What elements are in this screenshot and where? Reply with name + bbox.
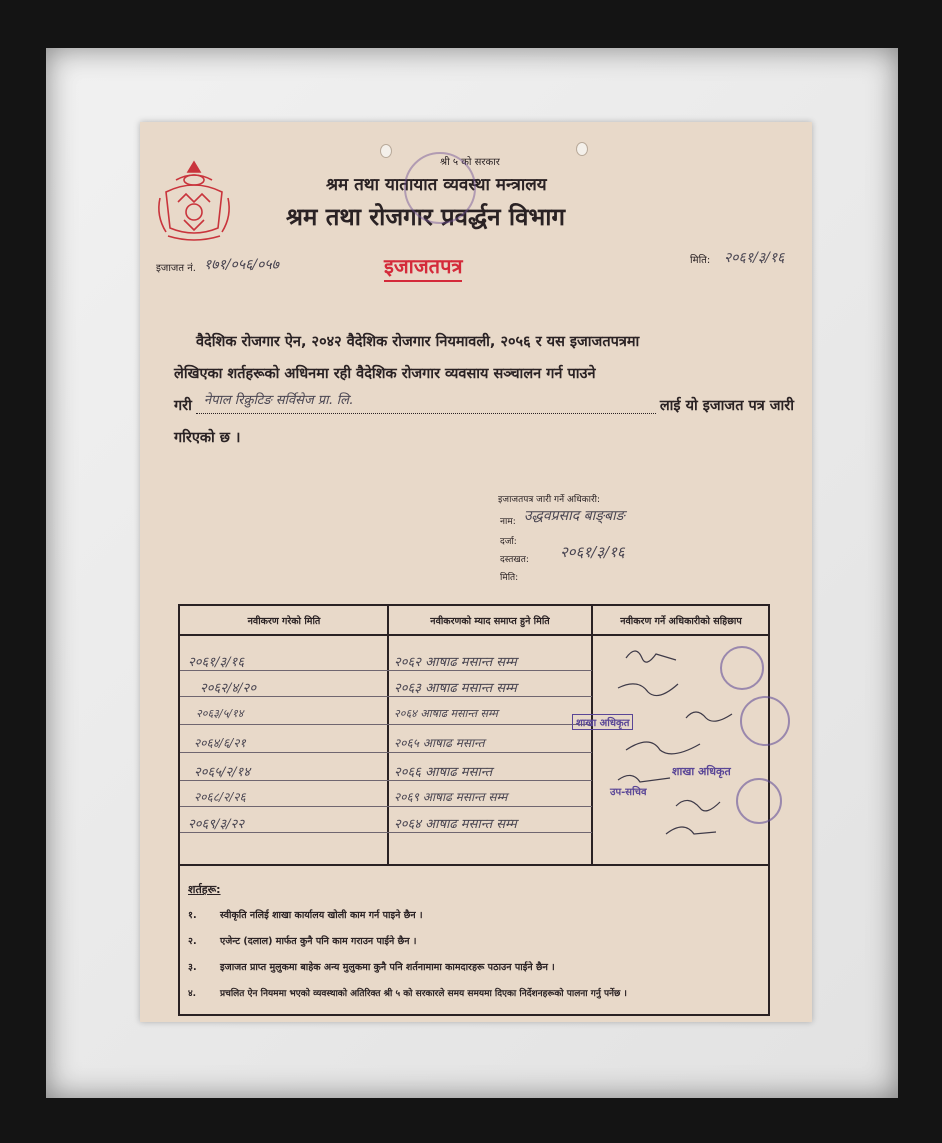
ministry-stamp (404, 152, 476, 224)
renewed-date-2: २०६२/४/२० (200, 681, 257, 696)
renewed-date-7: २०६९/३/२२ (188, 817, 245, 832)
renewed-date-1: २०६१/३/१६ (188, 655, 245, 670)
condition-text: स्वीकृति नलिई शाखा कार्यालय खोली काम गर्न पाइने छैन । (220, 910, 423, 921)
condition-text: प्रचलित ऐन नियममा भएको व्यवस्थाको अतिरिक्त श्री ५ को सरकारले समय समयमा दिएका निर्देशनहरूको पालना गर्नु पर्नेछ । (220, 989, 627, 999)
body-line-1: वैदेशिक रोजगार ऐन, २०४२ वैदेशिक रोजगार नियमावली, २०५६ र यस इजाजतपत्रमा (196, 334, 640, 350)
table-bottom-divider (180, 864, 768, 866)
renewal-table (178, 604, 770, 1016)
national-emblem-icon (154, 158, 234, 244)
renewed-date-4: २०६४/६/२१ (194, 736, 246, 750)
expiry-date-6: २०६९ आषाढ मसान्त सम्म (394, 790, 508, 804)
conditions-heading: शर्तहरू: (188, 883, 221, 896)
row-line (180, 670, 592, 671)
authority-signatures-icon (596, 638, 766, 858)
condition-number: २. (188, 936, 197, 947)
body-line-3-prefix: गरी (174, 398, 192, 414)
condition-3 (188, 960, 555, 973)
renewed-date-6: २०६८/२/२६ (194, 790, 246, 804)
condition-number: १. (188, 910, 197, 921)
permit-number-value: १७१/०५६/०५७ (204, 257, 279, 273)
body-line-2: लेखिएका शर्तहरूको अधिनमा रही वैदेशिक रोजगार व्यवसाय सञ्चालन गर्न पाउने (174, 366, 596, 382)
stamp-section-officer-2: शाखा अधिकृत (672, 765, 731, 778)
column-divider-2 (591, 606, 593, 866)
expiry-date-7: २०६४ आषाढ मसान्त सम्म (394, 817, 517, 832)
row-line (180, 806, 592, 807)
document-title: इजाजतपत्र (384, 252, 462, 282)
condition-1 (188, 908, 423, 921)
authority-date-label: मिति: (500, 573, 519, 583)
expiry-date-2: २०६३ आषाढ मसान्त सम्म (394, 681, 517, 696)
authority-signature-label: दस्तखत: (500, 555, 529, 565)
expiry-date-4: २०६५ आषाढ मसान्त (394, 736, 485, 750)
row-line (180, 696, 592, 697)
column-divider-1 (387, 606, 389, 866)
authority-name-value: उद्धवप्रसाद बाङ्बाङ (524, 508, 625, 524)
punch-hole-left (380, 144, 392, 158)
company-name: नेपाल रिक्रुटिङ सर्विसेज प्रा. लि. (196, 390, 656, 414)
header-divider (180, 634, 768, 636)
authority-rank-label: दर्जा: (500, 537, 517, 547)
department-name: श्रम तथा रोजगार प्रवर्द्धन विभाग (286, 203, 566, 231)
row-line (180, 832, 592, 833)
authority-heading: इजाजतपत्र जारी गर्ने अधिकारी: (498, 495, 601, 505)
condition-number: ३. (188, 962, 197, 973)
expiry-date-3: २०६४ आषाढ मसान्त सम्म (394, 707, 498, 720)
renewed-date-3: २०६३/५/१४ (196, 707, 244, 720)
row-line (180, 752, 592, 753)
permit-document (140, 122, 812, 1022)
header-authority-stamp: नवीकरण गर्ने अधिकारीको सहिछाप (620, 615, 742, 627)
authority-name-label: नाम: (500, 517, 516, 527)
header-expiry-date: नवीकरणको म्याद समाप्त हुने मिति (430, 615, 550, 627)
header-renewed-date: नवीकरण गरेको मिति (247, 615, 321, 627)
expiry-date-5: २०६६ आषाढ मसान्त (394, 765, 493, 780)
stamp-section-officer: शाखा अधिकृत (572, 714, 633, 730)
row-line (180, 724, 592, 725)
condition-4 (188, 986, 627, 999)
date-value: २०६१/३/१६ (724, 250, 785, 266)
date-label: मिति: (690, 255, 711, 266)
body-line-3 (174, 390, 794, 422)
condition-text: इजाजत प्राप्त मुलुकमा बाहेक अन्य मुलुकमा कुनै पनि शर्तनामामा कामदारहरू पठाउन पाईने छैन । (220, 962, 555, 973)
renewed-date-5: २०६५/२/१४ (194, 765, 251, 780)
body-line-4: गरिएको छ । (174, 430, 241, 446)
expiry-date-1: २०६२ आषाढ मसान्त सम्म (394, 655, 517, 670)
punch-hole-right (576, 142, 588, 156)
government-line: श्री ५ को सरकार (440, 157, 500, 168)
condition-text: एजेन्ट (दलाल) मार्फत कुनै पनि काम गराउन पाईने छैन । (220, 936, 417, 947)
condition-number: ४. (188, 989, 197, 999)
ministry-name: श्रम तथा यातायात व्यवस्था मन्त्रालय (326, 175, 547, 195)
condition-2 (188, 934, 416, 947)
row-line (180, 780, 592, 781)
permit-number-label: इजाजत नं. (156, 263, 196, 274)
authority-signature: २०६१/३/१६ (560, 543, 625, 561)
body-line-3-suffix: लाई यो इजाजत पत्र जारी (659, 398, 794, 414)
stamp-deputy-secretary: उप-सचिव (610, 787, 647, 798)
